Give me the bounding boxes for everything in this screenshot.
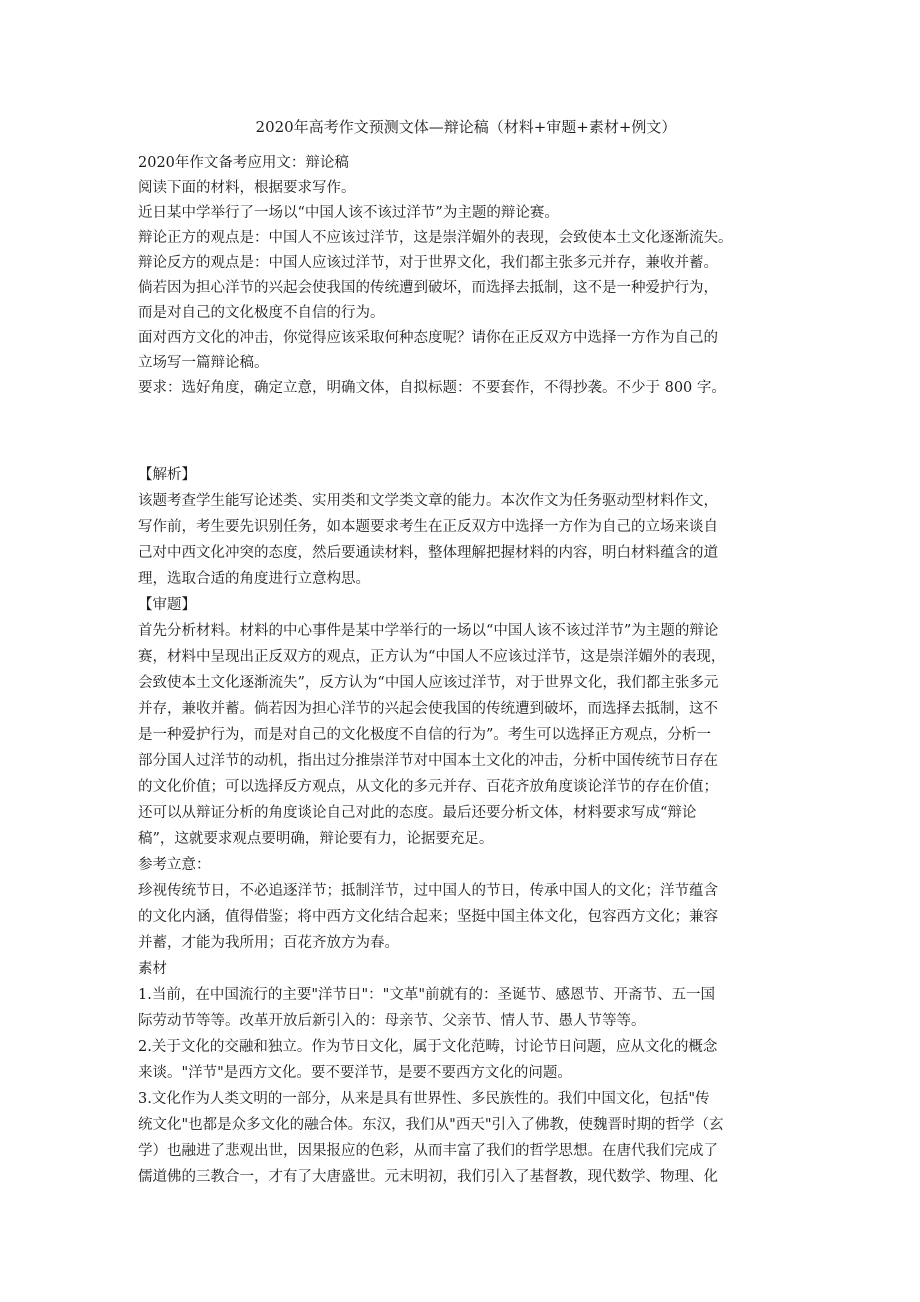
analysis-line: 学）也融进了悲观出世，因果报应的色彩，从而丰富了我们的哲学思想。在唐代我们完成了 (138, 1143, 718, 1159)
analysis-line: 己对中西文化冲突的态度，然后要通读材料，整体理解把握材料的内容，明白材料蕴含的道 (138, 545, 718, 561)
analysis-line: 写作前，考生要先识别任务，如本题要求考生在正反双方中选择一方作为自己的立场来谈自 (138, 519, 718, 535)
prompt-line: 倘若因为担心洋节的兴起会使我国的传统遭到破坏，而选择去抵制，这不是一种爱护行为， (138, 280, 718, 296)
analysis-line: 还可以从辩证分析的角度谈论自己对此的态度。最后还要分析文体，材料要求写成“辩论 (138, 805, 697, 821)
analysis-line: 的文化价值；可以选择反方观点，从文化的多元并存、百花齐放角度谈论洋节的存在价值； (138, 779, 718, 795)
analysis-line: 并蓄，才能为我所用；百花齐放方为春。 (138, 935, 399, 951)
analysis-line: 稿”，这就要求观点要明确，辩论要有力，论据要充足。 (138, 831, 494, 847)
analysis-line: 理，选取合适的角度进行立意构思。 (138, 571, 370, 587)
prompt-line: 阅读下面的材料，根据要求写作。 (138, 180, 356, 196)
document-title: 2020年高考作文预测文体—辩论稿（材料+审题+素材+例文） (255, 118, 677, 136)
section-heading-reference: 参考立意： (138, 857, 211, 873)
prompt-line: 立场写一篇辩论稿。 (138, 355, 269, 371)
analysis-line: 是一种爱护行为，而是对自己的文化极度不自信的行为”。考生可以选择正方观点，分析一 (138, 727, 711, 743)
analysis-section (138, 462, 798, 1190)
analysis-line: 来谈。"洋节"是西方文化。要不要洋节，是要不要西方文化的问题。 (138, 1065, 572, 1081)
prompt-line: 而是对自己的文化极度不自信的行为。 (138, 305, 385, 321)
prompt-section (138, 151, 798, 401)
section-heading-review: 【审题】 (138, 597, 196, 613)
section-heading-material: 素材 (138, 961, 167, 977)
analysis-line: 会致使本土文化逐渐流失”，反方认为“中国人应该过洋节，对于世界文化，我们都主张多元 (138, 675, 719, 691)
analysis-line: 部分国人过洋节的动机，指出过分推崇洋节对中国本土文化的冲击，分析中国传统节日存在 (138, 753, 718, 769)
prompt-line: 面对西方文化的冲击，你觉得应该采取何种态度呢？请你在正反双方中选择一方作为自己的 (138, 330, 718, 346)
prompt-line: 要求：选好角度，确定立意，明确文体，自拟标题：不要套作，不得抄袭。不少于 800 字。 (138, 380, 726, 396)
prompt-line: 2020年作文备考应用文：辩论稿 (138, 155, 349, 171)
analysis-line: 3.文化作为人类文明的一部分，从来是具有世界性、多民族性的。我们中国文化，包括"传 (138, 1091, 710, 1107)
analysis-line: 1.当前，在中国流行的主要"洋节日"："文革"前就有的：圣诞节、感恩节、开斋节、五一国 (138, 987, 716, 1003)
section-heading-analysis: 【解析】 (138, 467, 196, 483)
analysis-line: 的文化内涵，值得借鉴；将中西方文化结合起来；坚挺中国主体文化，包容西方文化；兼容 (138, 909, 718, 925)
analysis-line: 赛，材料中呈现出正反双方的观点，正方认为“中国人不应该过洋节，这是崇洋媚外的表现， (138, 649, 726, 665)
analysis-line: 际劳动节等等。改革开放后新引入的：母亲节、父亲节、情人节、愚人节等等。 (138, 1013, 646, 1029)
analysis-line: 儒道佛的三教合一，才有了大唐盛世。元末明初，我们引入了基督教，现代数学、物理、化 (138, 1169, 718, 1185)
analysis-line: 首先分析材料。材料的中心事件是某中学举行的一场以“中国人该不该过洋节”为主题的辩论 (138, 623, 719, 639)
prompt-line: 辩论正方的观点是：中国人不应该过洋节，这是崇洋媚外的表现，会致使本土文化逐渐流失。 (138, 230, 733, 246)
prompt-line: 辩论反方的观点是：中国人应该过洋节，对于世界文化，我们都主张多元并存，兼收并蓄。 (138, 255, 718, 271)
analysis-line: 该题考查学生能写论述类、实用类和文学类文章的能力。本次作文为任务驱动型材料作文， (138, 493, 718, 509)
prompt-line: 近日某中学举行了一场以“中国人该不该过洋节”为主题的辩论赛。 (138, 205, 559, 221)
analysis-line: 2.关于文化的交融和独立。作为节日文化，属于文化范畴，讨论节日问题，应从文化的概念 (138, 1039, 718, 1055)
analysis-line: 并存，兼收并蓄。倘若因为担心洋节的兴起会使我国的传统遭到破坏，而选择去抵制，这不 (138, 701, 718, 717)
analysis-line: 珍视传统节日，不必追逐洋节；抵制洋节，过中国人的节日，传承中国人的文化；洋节蕴含 (138, 883, 718, 899)
analysis-line: 统文化"也都是众多文化的融合体。东汉，我们从"西天"引入了佛教，使魏晋时期的哲学（玄 (138, 1117, 724, 1133)
